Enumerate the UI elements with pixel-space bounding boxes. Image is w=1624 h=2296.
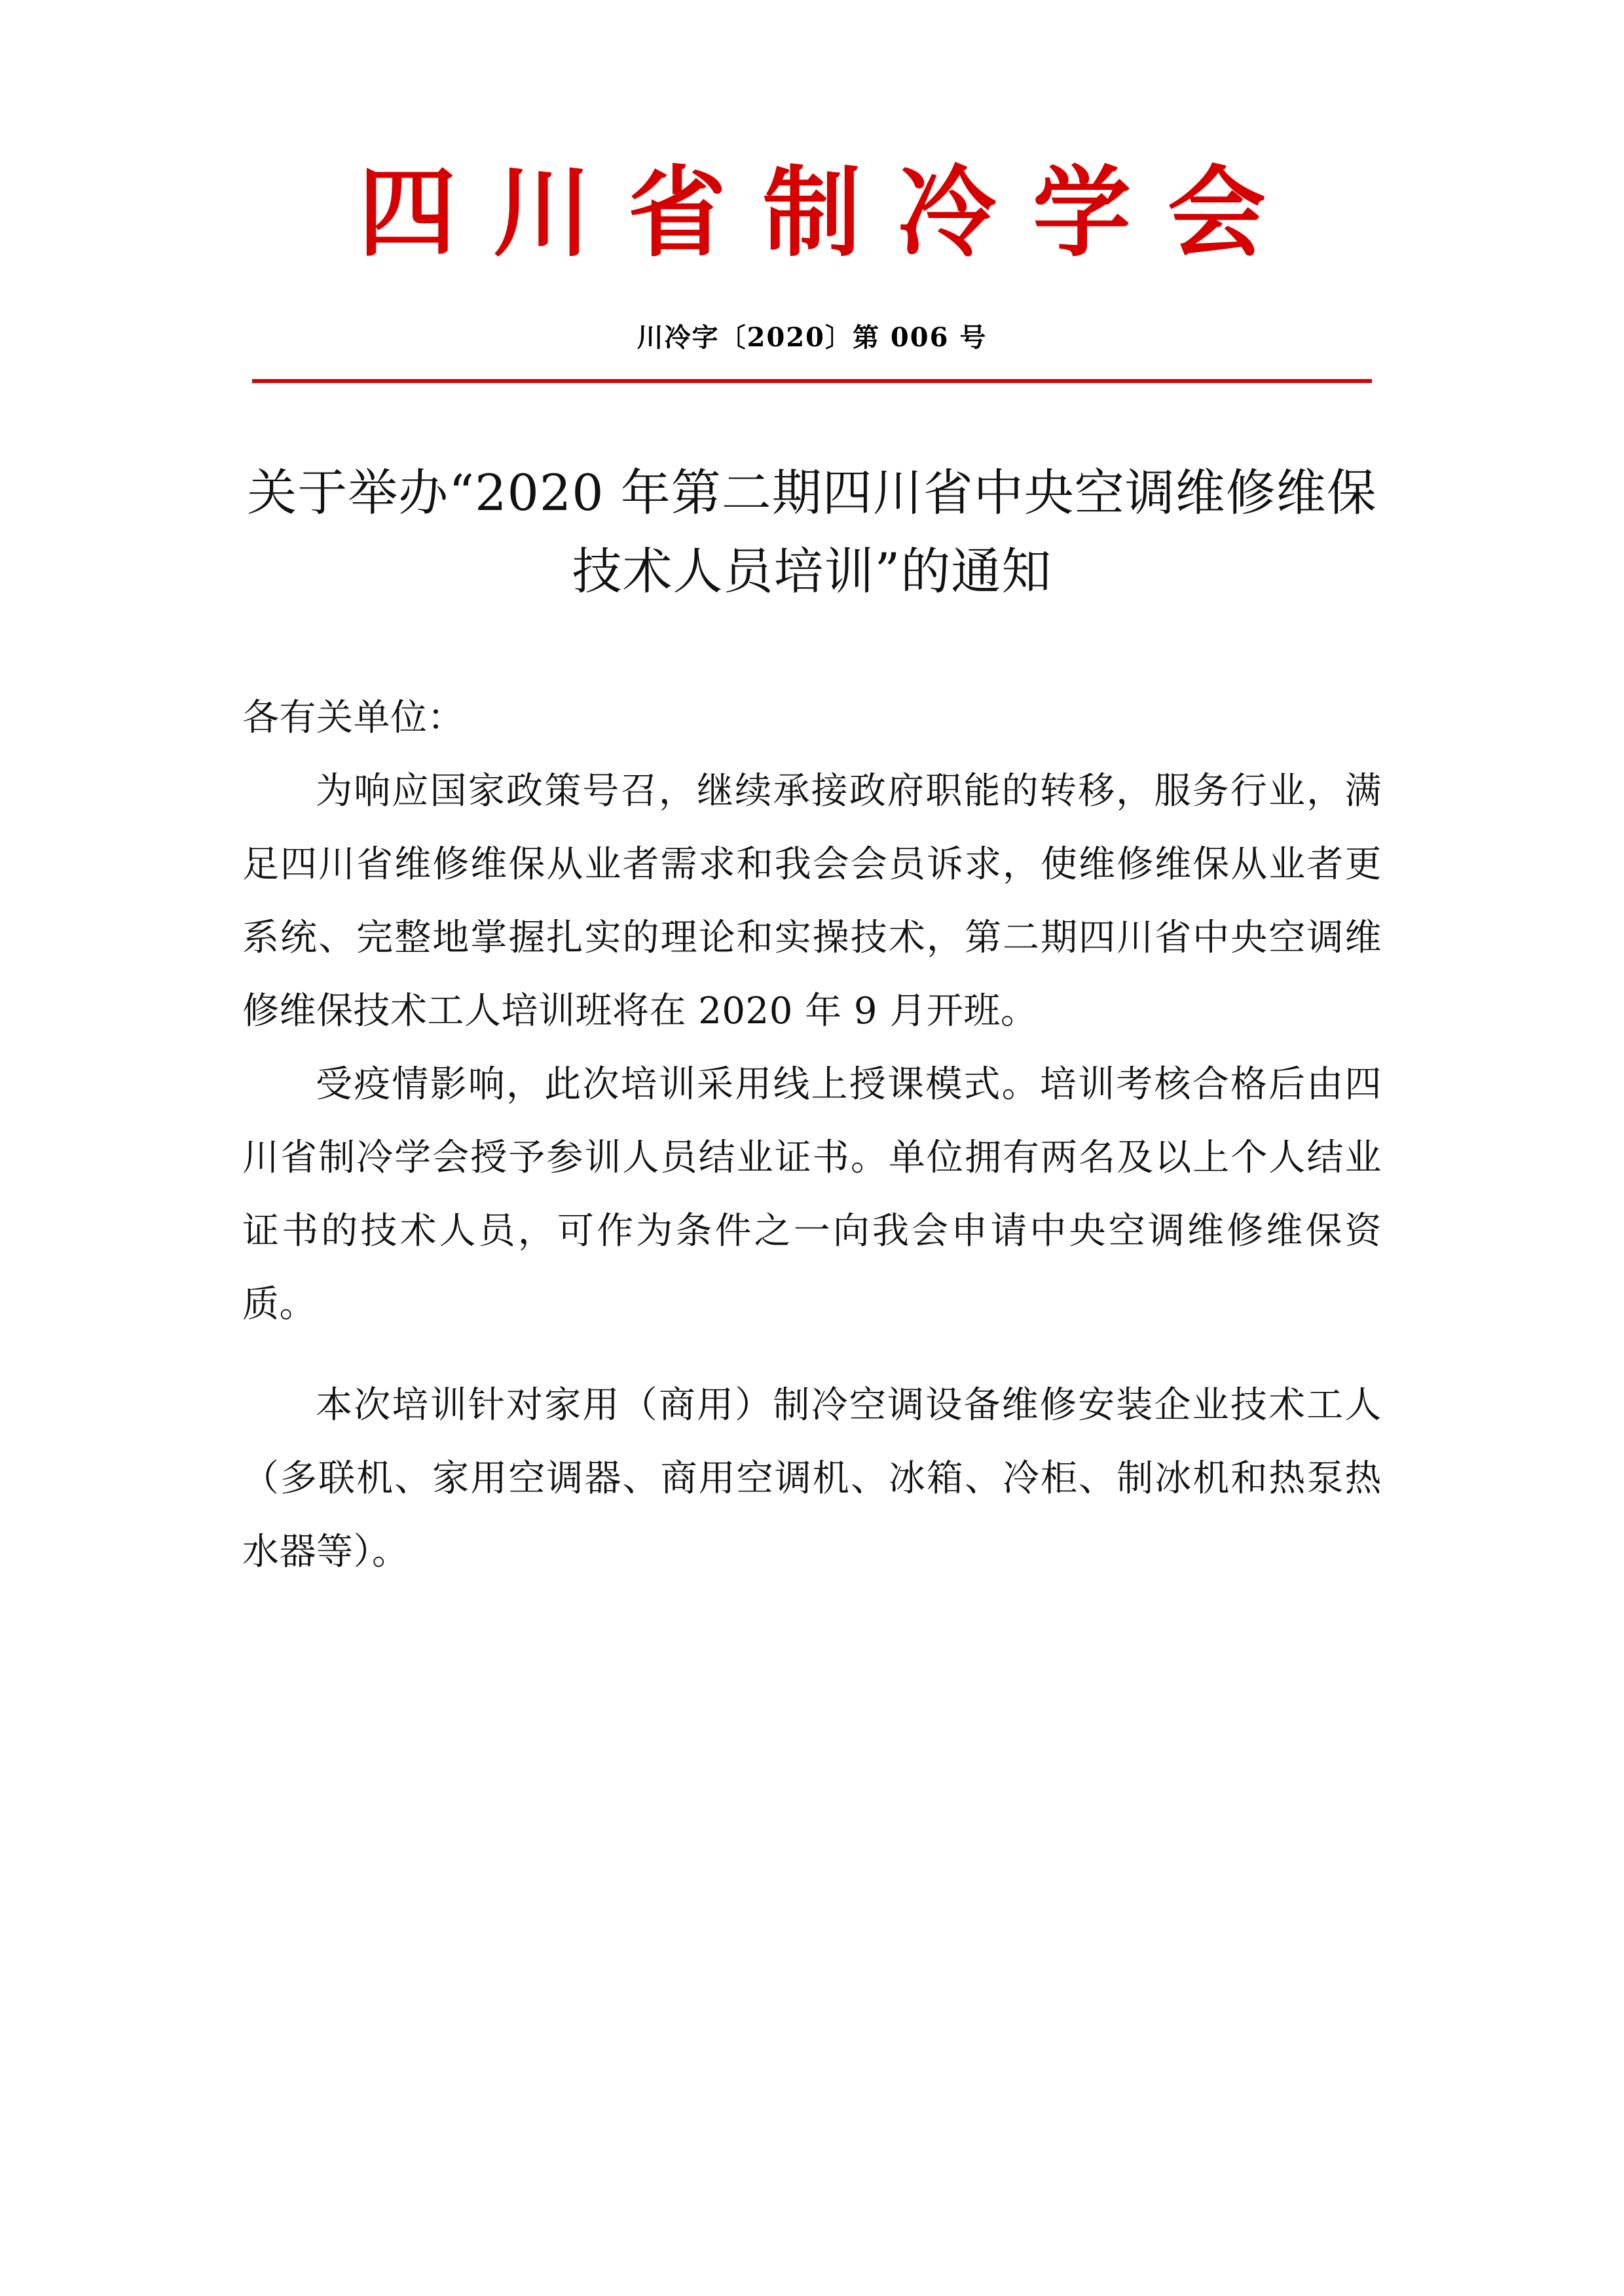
salutation: 各有关单位： [242,697,464,740]
document-number: 川冷字〔2020〕第 006 号 [637,322,987,353]
body-paragraph-3: 本次培训针对家用（商用）制冷空调设备维修安装企业技术工人（多联机、家用空调器、商用空调机、冰箱、冷柜、制冰机和热泵热水器等）。 [242,1384,1382,1574]
organization-title: 四川省制冷学会 [358,155,1302,270]
body-paragraph-1: 为响应国家政策号召，继续承接政府职能的转移，服务行业，满足四川省维修维保从业者需求和我会会员诉求，使维修维保从业者更系统、完整地掌握扎实的理论和实操技术，第二期四川省中央空调维修维保技术工人培训班将在 2020 年 9 月开班。 [242,770,1382,1033]
page-title: 关于举办“2020 年第二期四川省中央空调维修维保技术人员培训”的通知 [247,464,1377,601]
body-paragraph-2: 受疫情影响，此次培训采用线上授课模式。培训考核合格后由四川省制冷学会授予参训人员结业证书。单位拥有两名及以上个人结业证书的技术人员，可作为条件之一向我会申请中央空调维修维保资质。 [242,1063,1382,1326]
document-body [242,682,1382,1589]
header-divider [252,379,1372,383]
letterhead [0,0,1624,383]
